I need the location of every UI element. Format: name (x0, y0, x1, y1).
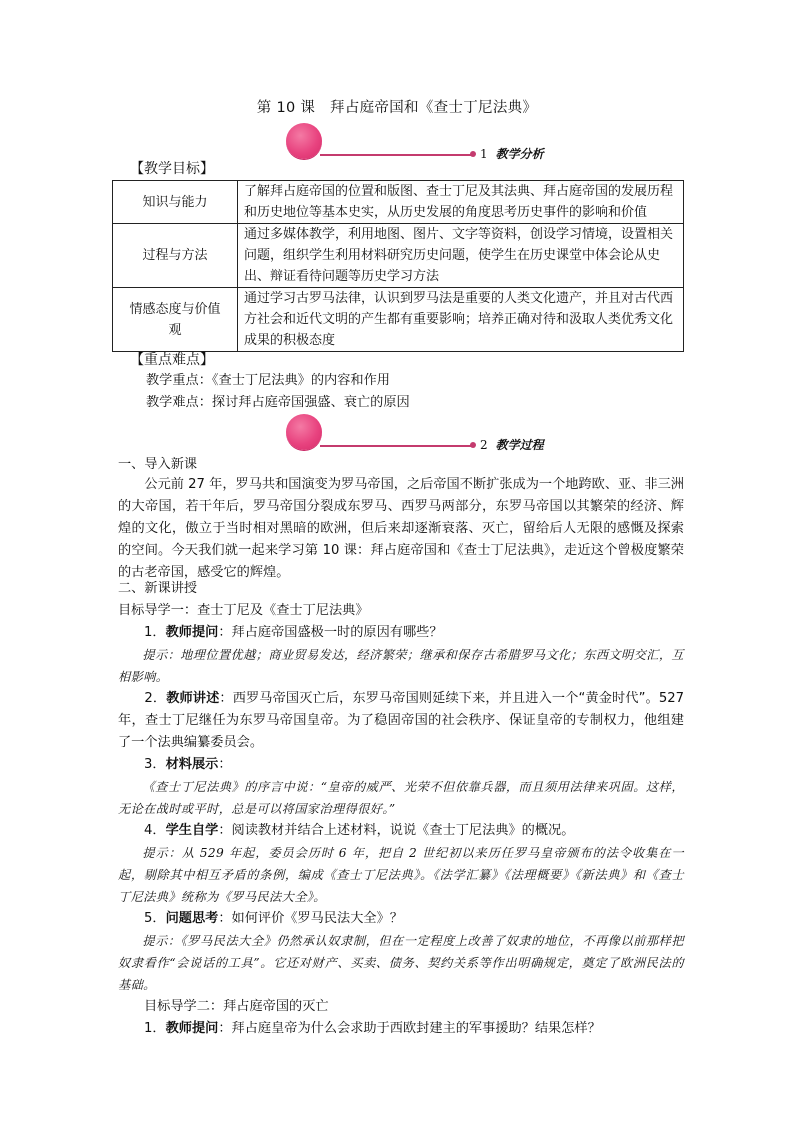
goal-value: 通过多媒体教学，利用地图、图片、文字等资料，创设学习情境，设置相关问题，组织学生利用材料研究历史问题，使学生在历史课堂中体会论从史出、辩证看待问题等历史学习方法 (238, 224, 684, 288)
table-row (113, 288, 684, 352)
goals-table (112, 180, 684, 352)
key-heading: 【重点难点】 (130, 352, 214, 368)
section-banner-process (280, 414, 550, 454)
quote-3: 《查士丁尼法典》的序言中说：“皇帝的威严、光荣不但依靠兵器，而且须用法律来巩固。这样，无论在战时或平时，总是可以将国家治理得很好。” (118, 780, 684, 816)
difficult-point: 教学难点：探讨拜占庭帝国强盛、衰亡的原因 (146, 395, 410, 410)
section-label: 2 教学过程 (480, 438, 544, 452)
question-4: 4．学生自学：阅读教材并结合上述材料，说说《查士丁尼法典》的概况。 (144, 823, 575, 838)
divider (320, 445, 472, 447)
goal-value: 了解拜占庭帝国的位置和版图、查士丁尼及其法典、拜占庭帝国的发展历程和历史地位等基本史实，从历史发展的角度思考历史事件的影响和价值 (238, 181, 684, 224)
bullet-icon (470, 151, 476, 157)
intro-text: 公元前 27 年，罗马共和国演变为罗马帝国，之后帝国不断扩张成为一个地跨欧、亚、非三洲的大帝国，若干年后，罗马帝国分裂成东罗马、西罗马两部分，东罗马帝国以其繁荣的经济、辉煌的文化，傲立于当时相对黑暗的欧洲，但后来却逐渐衰落、灭亡，留给后人无限的感慨及探索的空间。今天我们就一起来学习第 10 课：拜占庭帝国和《查士丁尼法典》，走近这个曾极度繁荣的古老帝国，感受它的辉煌。 (118, 477, 684, 580)
question-2: 2．教师讲述：西罗马帝国灭亡后，东罗马帝国则延续下来，并且进入一个“黄金时代”。527 年，查士丁尼继任为东罗马帝国皇帝。为了稳固帝国的社会秩序、保证皇帝的专制权力，他组建了一个法典编纂委员会。 (118, 691, 685, 750)
section-label: 1 教学分析 (480, 147, 544, 161)
question-5: 5．问题思考：如何评价《罗马民法大全》？ (144, 911, 403, 926)
table-row (113, 181, 684, 224)
question-1: 1．教师提问：拜占庭帝国盛极一时的原因有哪些？ (144, 625, 443, 640)
pink-circle-icon (286, 414, 322, 450)
page-title: 第 10 课 拜占庭帝国和《查士丁尼法典》 (256, 100, 538, 116)
intro-heading: 一、导入新课 (118, 457, 198, 472)
key-point: 教学重点：《查士丁尼法典》的内容和作用 (146, 373, 390, 388)
pink-circle-icon (286, 123, 322, 159)
goal-key: 过程与方法 (113, 224, 238, 288)
bullet-icon (470, 442, 476, 448)
question-6: 1．教师提问：拜占庭皇帝为什么会求助于西欧封建主的军事援助？结果怎样？ (144, 1021, 601, 1036)
goal-key: 情感态度与价值观 (113, 288, 238, 352)
hint-1: 提示：地理位置优越；商业贸易发达，经济繁荣；继承和保存古希腊罗马文化；东西文明交汇，互相影响。 (118, 648, 684, 684)
goal-two-heading: 目标导学二：拜占庭帝国的灭亡 (144, 999, 329, 1014)
goals-heading: 【教学目标】 (130, 161, 214, 177)
goal-value: 通过学习古罗马法律，认识到罗马法是重要的人类文化遗产，并且对古代西方社会和近代文明的产生都有重要影响；培养正确对待和汲取人类优秀文化成果的积极态度 (238, 288, 684, 352)
goal-one-heading: 目标导学一：查士丁尼及《查士丁尼法典》 (118, 603, 369, 618)
hint-5: 提示：《罗马民法大全》仍然承认奴隶制，但在一定程度上改善了奴隶的地位，不再像以前那样把奴隶看作“会说话的工具”。它还对财产、买卖、债务、契约关系等作出明确规定，奠定了欧洲民法的基础。 (118, 934, 684, 992)
hint-4: 提示：从 529 年起，委员会历时 6 年，把自 2 世纪初以来历任罗马皇帝颁布的法令收集在一起，剔除其中相互矛盾的条例，编成《查士丁尼法典》。《法学汇纂》《法理概要》《新法典》和《查士丁尼法典》统称为《罗马民法大全》。 (118, 846, 684, 904)
goal-key: 知识与能力 (113, 181, 238, 224)
question-3: 3．材料展示： (144, 757, 232, 772)
divider (320, 154, 472, 156)
table-row (113, 224, 684, 288)
new-lesson-heading: 二、新课讲授 (118, 581, 198, 596)
section-banner-analysis (280, 123, 550, 163)
